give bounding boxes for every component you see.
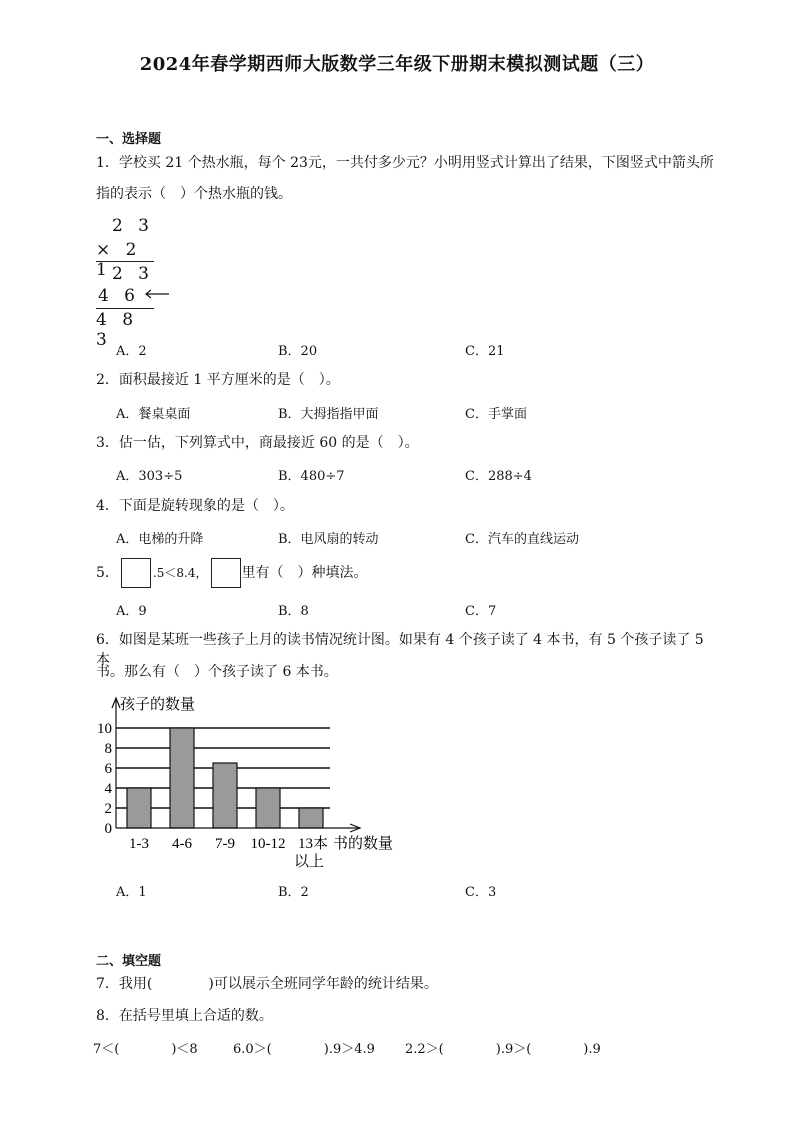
q3-option-a[interactable]: A．303÷5	[116, 469, 183, 484]
blank-box-1[interactable]	[121, 558, 151, 588]
q3-option-c[interactable]: C．288÷4	[465, 469, 532, 484]
calc-row-3: 2 3	[111, 264, 154, 284]
question-2: 2．面积最接近 1 平方厘米的是（ ）。	[96, 372, 340, 388]
vertical-calculation	[96, 216, 176, 350]
q4-option-c[interactable]: C．汽车的直线运动	[465, 532, 579, 547]
x-axis-label: 书的数量	[333, 836, 394, 852]
y-tick-label: 0	[104, 821, 112, 837]
q1-option-c[interactable]: C．21	[465, 344, 505, 359]
question-4: 4．下面是旋转现象的是（ ）。	[96, 498, 294, 514]
question-6-line-2: 书。那么有（ ）个孩子读了 6 本书。	[96, 664, 338, 680]
calc-row-5: 4 8 3	[96, 310, 139, 350]
bar-2	[170, 728, 194, 828]
q5-option-c[interactable]: C．7	[465, 604, 497, 619]
bar-4	[256, 788, 280, 828]
q2-option-b[interactable]: B．大拇指指甲面	[278, 407, 379, 422]
calc-divider-2	[96, 308, 154, 309]
q8-item-1[interactable]: 7＜( )＜8	[93, 1042, 198, 1057]
y-tick-label: 2	[104, 801, 112, 817]
q6-option-a[interactable]: A．1	[116, 885, 147, 900]
y-tick-label: 8	[104, 741, 112, 757]
q5-option-b[interactable]: B．8	[278, 604, 309, 619]
calc-row-1: 2 3	[111, 216, 154, 236]
x-tick-label: 以上	[293, 854, 325, 870]
bar-3	[213, 763, 237, 828]
bar-5	[299, 808, 323, 828]
q6-option-b[interactable]: B．2	[278, 885, 309, 900]
calc-row-2: × 2 1	[96, 240, 142, 280]
q3-option-b[interactable]: B．480÷7	[278, 469, 345, 484]
q2-option-c[interactable]: C．手掌面	[465, 407, 527, 422]
page-title: 2024年春学期西师大版数学三年级下册期末模拟测试题（三）	[139, 54, 655, 75]
q1-option-a[interactable]: A．2	[116, 344, 147, 359]
q2-option-a[interactable]: A．餐桌桌面	[116, 407, 191, 422]
y-tick-label: 10	[97, 721, 112, 737]
question-1-line-2: 指的表示（ ）个热水瓶的钱。	[96, 186, 292, 202]
question-5-middle: .5＜8.4，	[152, 566, 208, 580]
reading-bar-chart	[90, 688, 410, 873]
section-heading-fill: 二、填空题	[96, 954, 162, 969]
x-tick-label: 7-9	[215, 836, 235, 852]
x-tick-label: 1-3	[129, 836, 149, 852]
q4-option-a[interactable]: A．电梯的升降	[116, 532, 204, 547]
y-tick-label: 4	[104, 781, 112, 797]
y-axis-label: 孩子的数量	[120, 697, 196, 713]
q4-option-b[interactable]: B．电风扇的转动	[278, 532, 379, 547]
calc-divider-1	[96, 261, 154, 262]
question-5-end: 里有（ ）种填法。	[241, 565, 368, 581]
y-tick-label: 6	[104, 761, 112, 777]
blank-box-2[interactable]	[211, 558, 241, 588]
question-5	[96, 558, 367, 588]
q8-item-3[interactable]: 2.2＞( ).9＞( ).9	[405, 1042, 601, 1057]
question-1-line-1: 1．学校买 21 个热水瓶，每个 23元，一共付多少元？小明用竖式计算出了结果，下图竖式中箭头所	[96, 155, 714, 171]
q5-option-a[interactable]: A．9	[116, 604, 147, 619]
question-7: 7．我用( )可以展示全班同学年龄的统计结果。	[96, 976, 438, 992]
x-tick-label: 4-6	[172, 836, 192, 852]
calc-row-4: 4 6	[97, 286, 140, 306]
q1-option-b[interactable]: B．20	[278, 344, 318, 359]
bar-1	[127, 788, 151, 828]
arrow-left-icon	[142, 284, 170, 308]
x-tick-label: 10-12	[250, 836, 286, 852]
x-tick-label: 13本	[297, 836, 329, 852]
section-heading-choice: 一、选择题	[96, 132, 162, 147]
question-6-line-1: 6．如图是某班一些孩子上月的读书情况统计图。如果有 4 个孩子读了 4 本书，有 5 个孩子读了 5 本	[96, 632, 704, 668]
question-8: 8．在括号里填上合适的数。	[96, 1008, 273, 1024]
question-5-number: 5．	[96, 565, 119, 581]
question-3: 3．估一估，下列算式中，商最接近 60 的是（ ）。	[96, 435, 419, 451]
q8-item-2[interactable]: 6.0＞( ).9＞4.9	[233, 1042, 375, 1057]
q6-option-c[interactable]: C．3	[465, 885, 497, 900]
